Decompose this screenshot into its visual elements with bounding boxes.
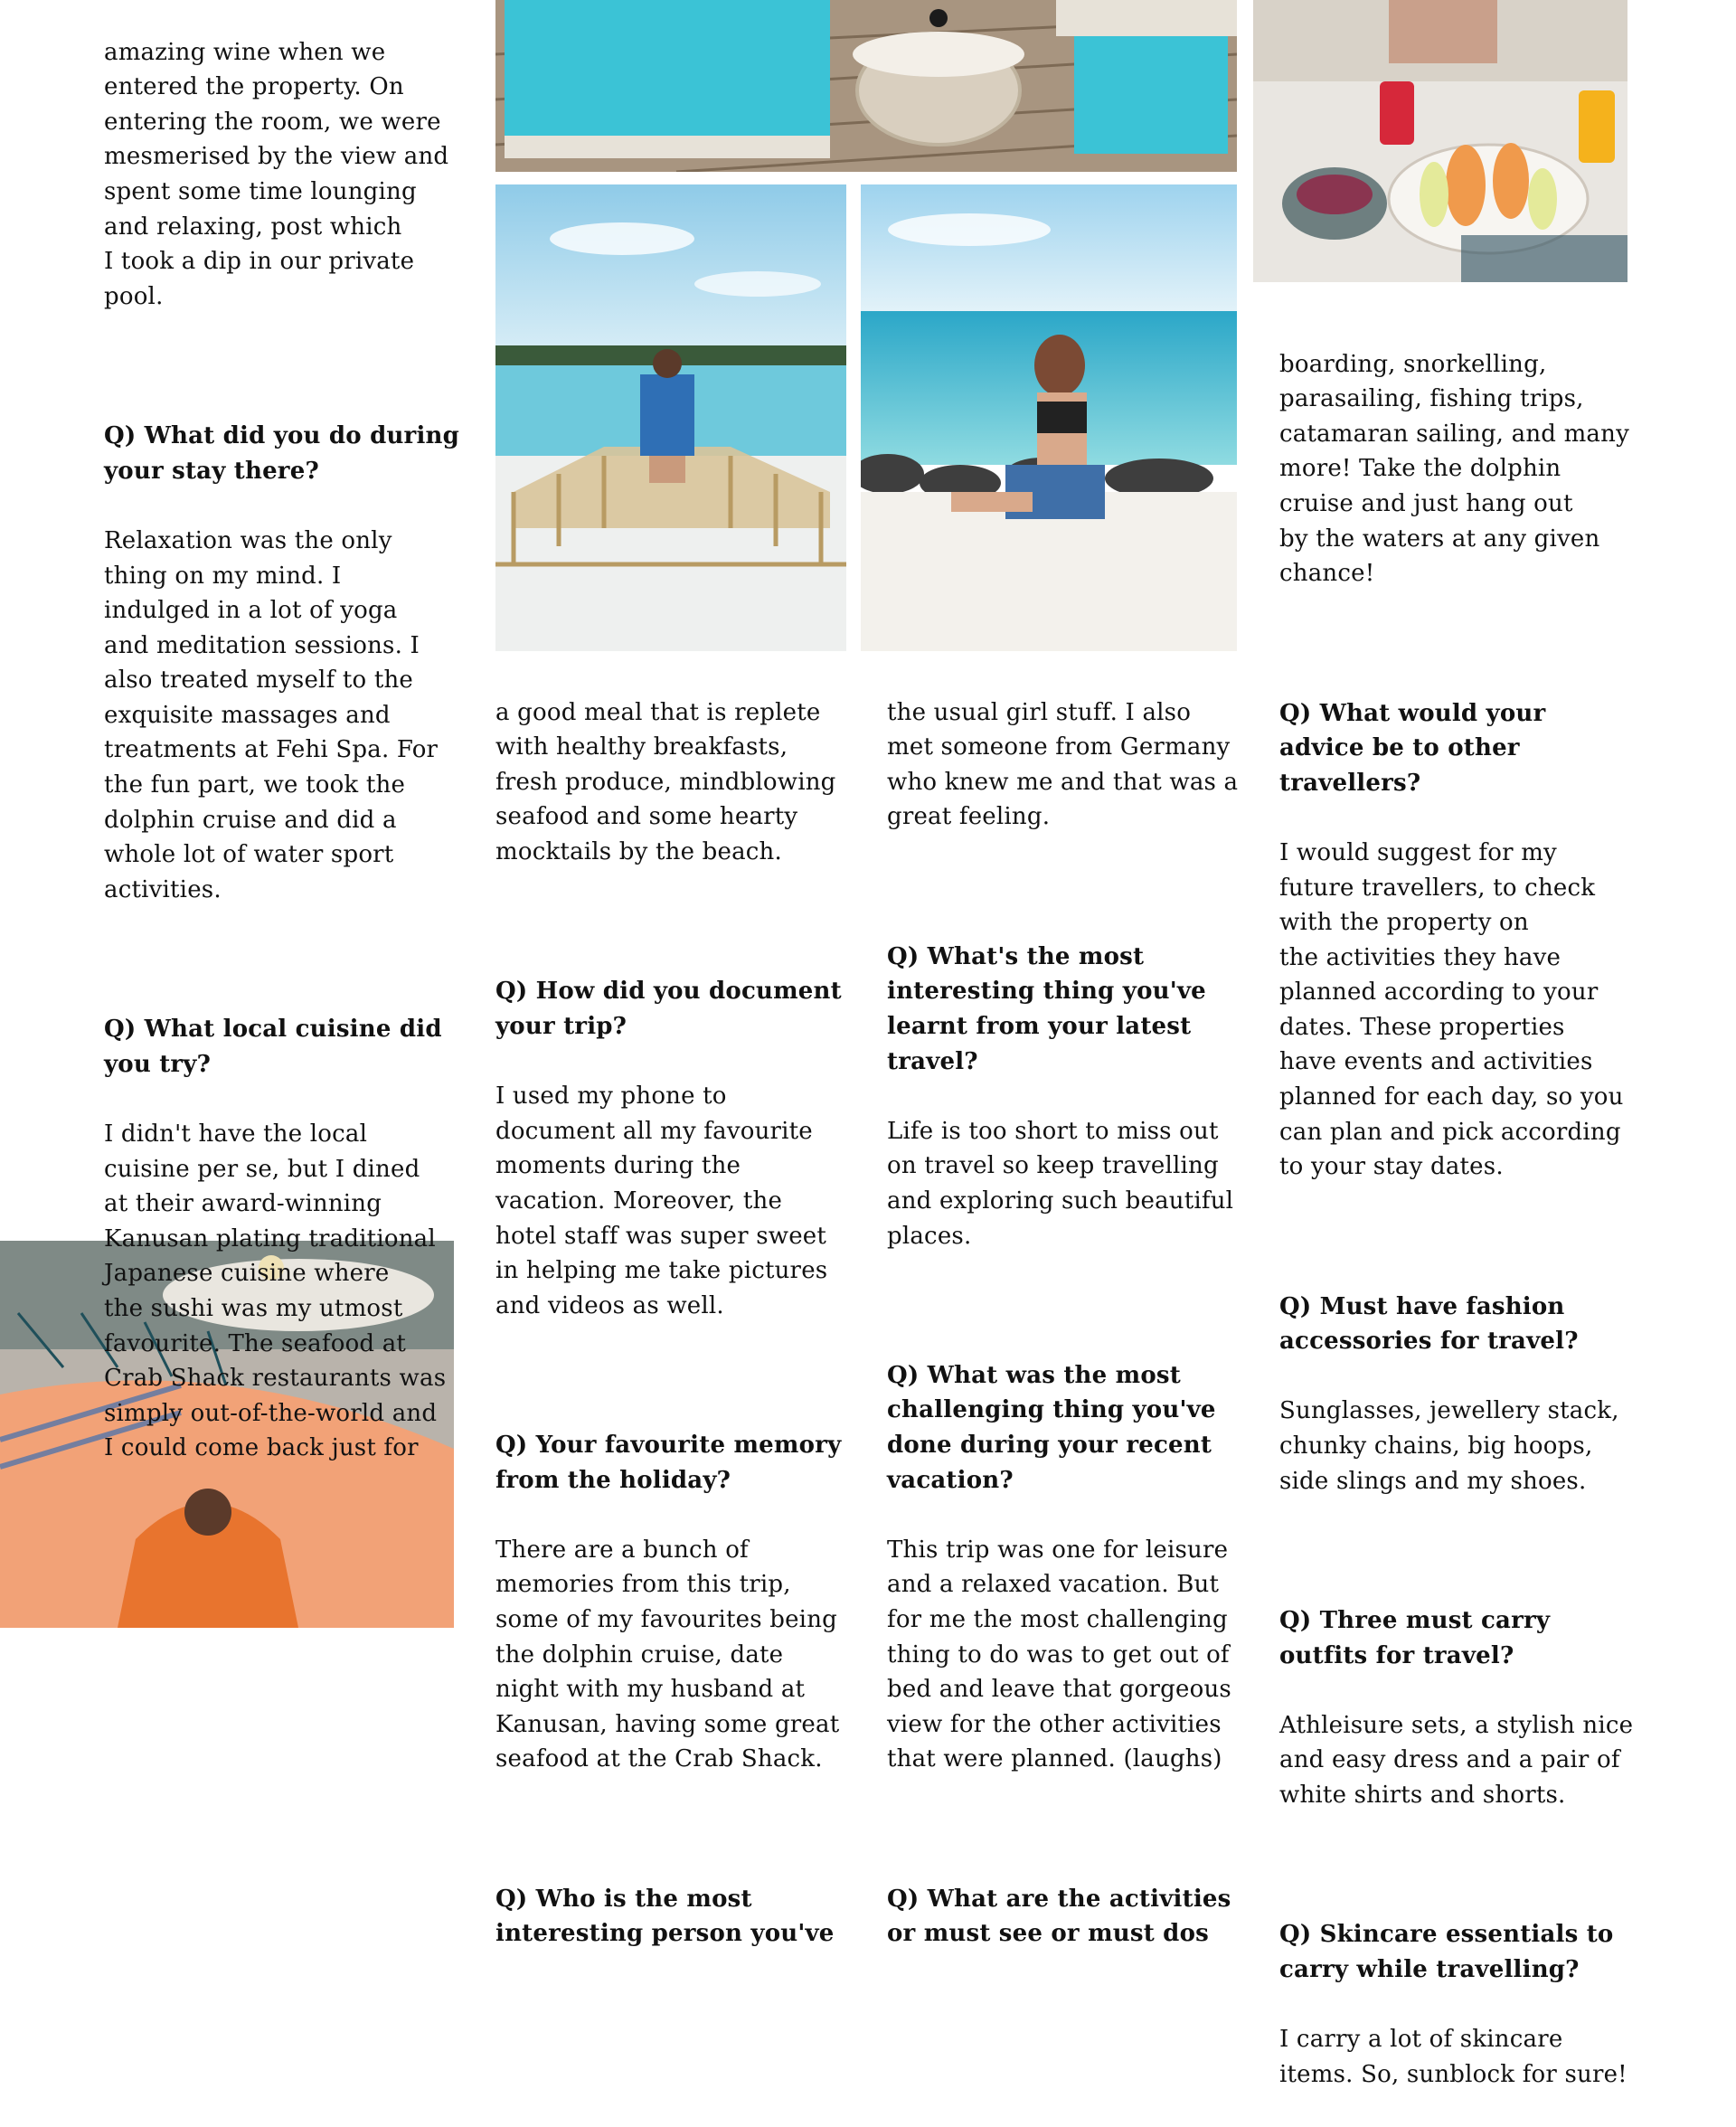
photo-deck-lounge — [495, 0, 1237, 172]
col2-question-person: Q) Who is the most interesting person you've — [495, 1885, 835, 1948]
col4-question-fashion: Q) Must have fashion accessories for travel? — [1279, 1292, 1579, 1356]
col4-question-advice: Q) What would your advice be to other travellers? — [1279, 699, 1546, 797]
col4-answer-fashion: Sunglasses, jewellery stack, chunky chains, big hoops, side slings and my shoes. — [1279, 1397, 1619, 1495]
col1-answer-stay: Relaxation was the only thing on my mind. I indulged in a lot of yoga and meditation sessions. I also treated myself to the exquisite massages and treatments at Fehi Spa. For the fun part, we took the dolphin cruise and did a whole lot of water sport activities. — [104, 526, 439, 903]
column-2 — [495, 660, 857, 1987]
photo-breakfast-table — [1253, 0, 1628, 282]
col4-answer-advice: I would suggest for my future travellers, to check with the property on the activities they have planned according to your dates. These properties have events and activities planned for each day, so you can plan and pick according to your stay dates. — [1279, 838, 1624, 1181]
col4-answer-skincare: I carry a lot of skincare items. So, sunblock for sure! — [1279, 2026, 1628, 2088]
col1-intro-text: amazing wine when we entered the property. On entering the room, we were mesmerised by the view and spent some time lounging and relaxing, post which I took a dip in our private pool. — [104, 38, 449, 310]
col4-continued-text: boarding, snorkelling, parasailing, fishing trips, catamaran sailing, and many more! Take the dolphin cruise and just hang out by the waters at any given chance! — [1279, 350, 1629, 588]
col2-question-memory: Q) Your favourite memory from the holiday? — [495, 1432, 842, 1494]
col2-answer-memory: There are a bunch of memories from this trip, some of my favourites being the dolphin cruise, date night with my husband at Kanusan, having some great seafood at the Crab Shack. — [495, 1536, 840, 1773]
col2-continued-text: a good meal that is replete with healthy breakfasts, fresh produce, mindblowing seafood and some hearty mocktails by the beach. — [495, 698, 836, 865]
col2-answer-document: I used my phone to document all my favourite moments during the vacation. Moreover, the hotel staff was super sweet in helping me take pictures and videos as well. — [495, 1082, 828, 1319]
photo-beach — [861, 184, 1237, 651]
col3-question-learnt: Q) What's the most interesting thing you've learnt from your latest travel? — [887, 942, 1206, 1075]
col1-answer-cuisine: I didn't have the local cuisine per se, but I dined at their award-winning Kanusan plating traditional Japanese cuisine where the sushi was my utmost favourite. The seafood at Crab Shack restaurants was simply out-of-the-world and I could come back just for — [104, 1120, 447, 1462]
col3-continued-text: the usual girl stuff. I also met someone from Germany who knew me and that was a great feeling. — [887, 698, 1239, 831]
col4-question-outfits: Q) Three must carry outfits for travel? — [1279, 1606, 1551, 1669]
column-1 — [104, 0, 466, 1501]
column-4 — [1279, 312, 1659, 2127]
col3-question-activities: Q) What are the activities or must see or must dos — [887, 1885, 1231, 1948]
col1-question-cuisine: Q) What local cuisine did you try? — [104, 1016, 442, 1078]
col3-answer-learnt: Life is too short to miss out on travel so keep travelling and exploring such beautiful places. — [887, 1117, 1234, 1250]
col3-answer-challenging: This trip was one for leisure and a relaxed vacation. But for me the most challenging thing to do was to get out of bed and leave that gorgeous view for the other activities that were planned. (laughs) — [887, 1536, 1231, 1773]
photo-boat-deck — [495, 184, 846, 651]
col2-question-document: Q) How did you document your trip? — [495, 978, 842, 1040]
col3-question-challenging: Q) What was the most challenging thing you've done during your recent vacation? — [887, 1361, 1216, 1494]
col4-answer-outfits: Athleisure sets, a stylish nice and easy dress and a pair of white shirts and shorts. — [1279, 1711, 1634, 1809]
col1-question-stay: Q) What did you do during your stay there? — [104, 422, 460, 485]
column-3 — [887, 660, 1249, 1987]
col4-question-skincare: Q) Skincare essentials to carry while travelling? — [1279, 1921, 1614, 1983]
